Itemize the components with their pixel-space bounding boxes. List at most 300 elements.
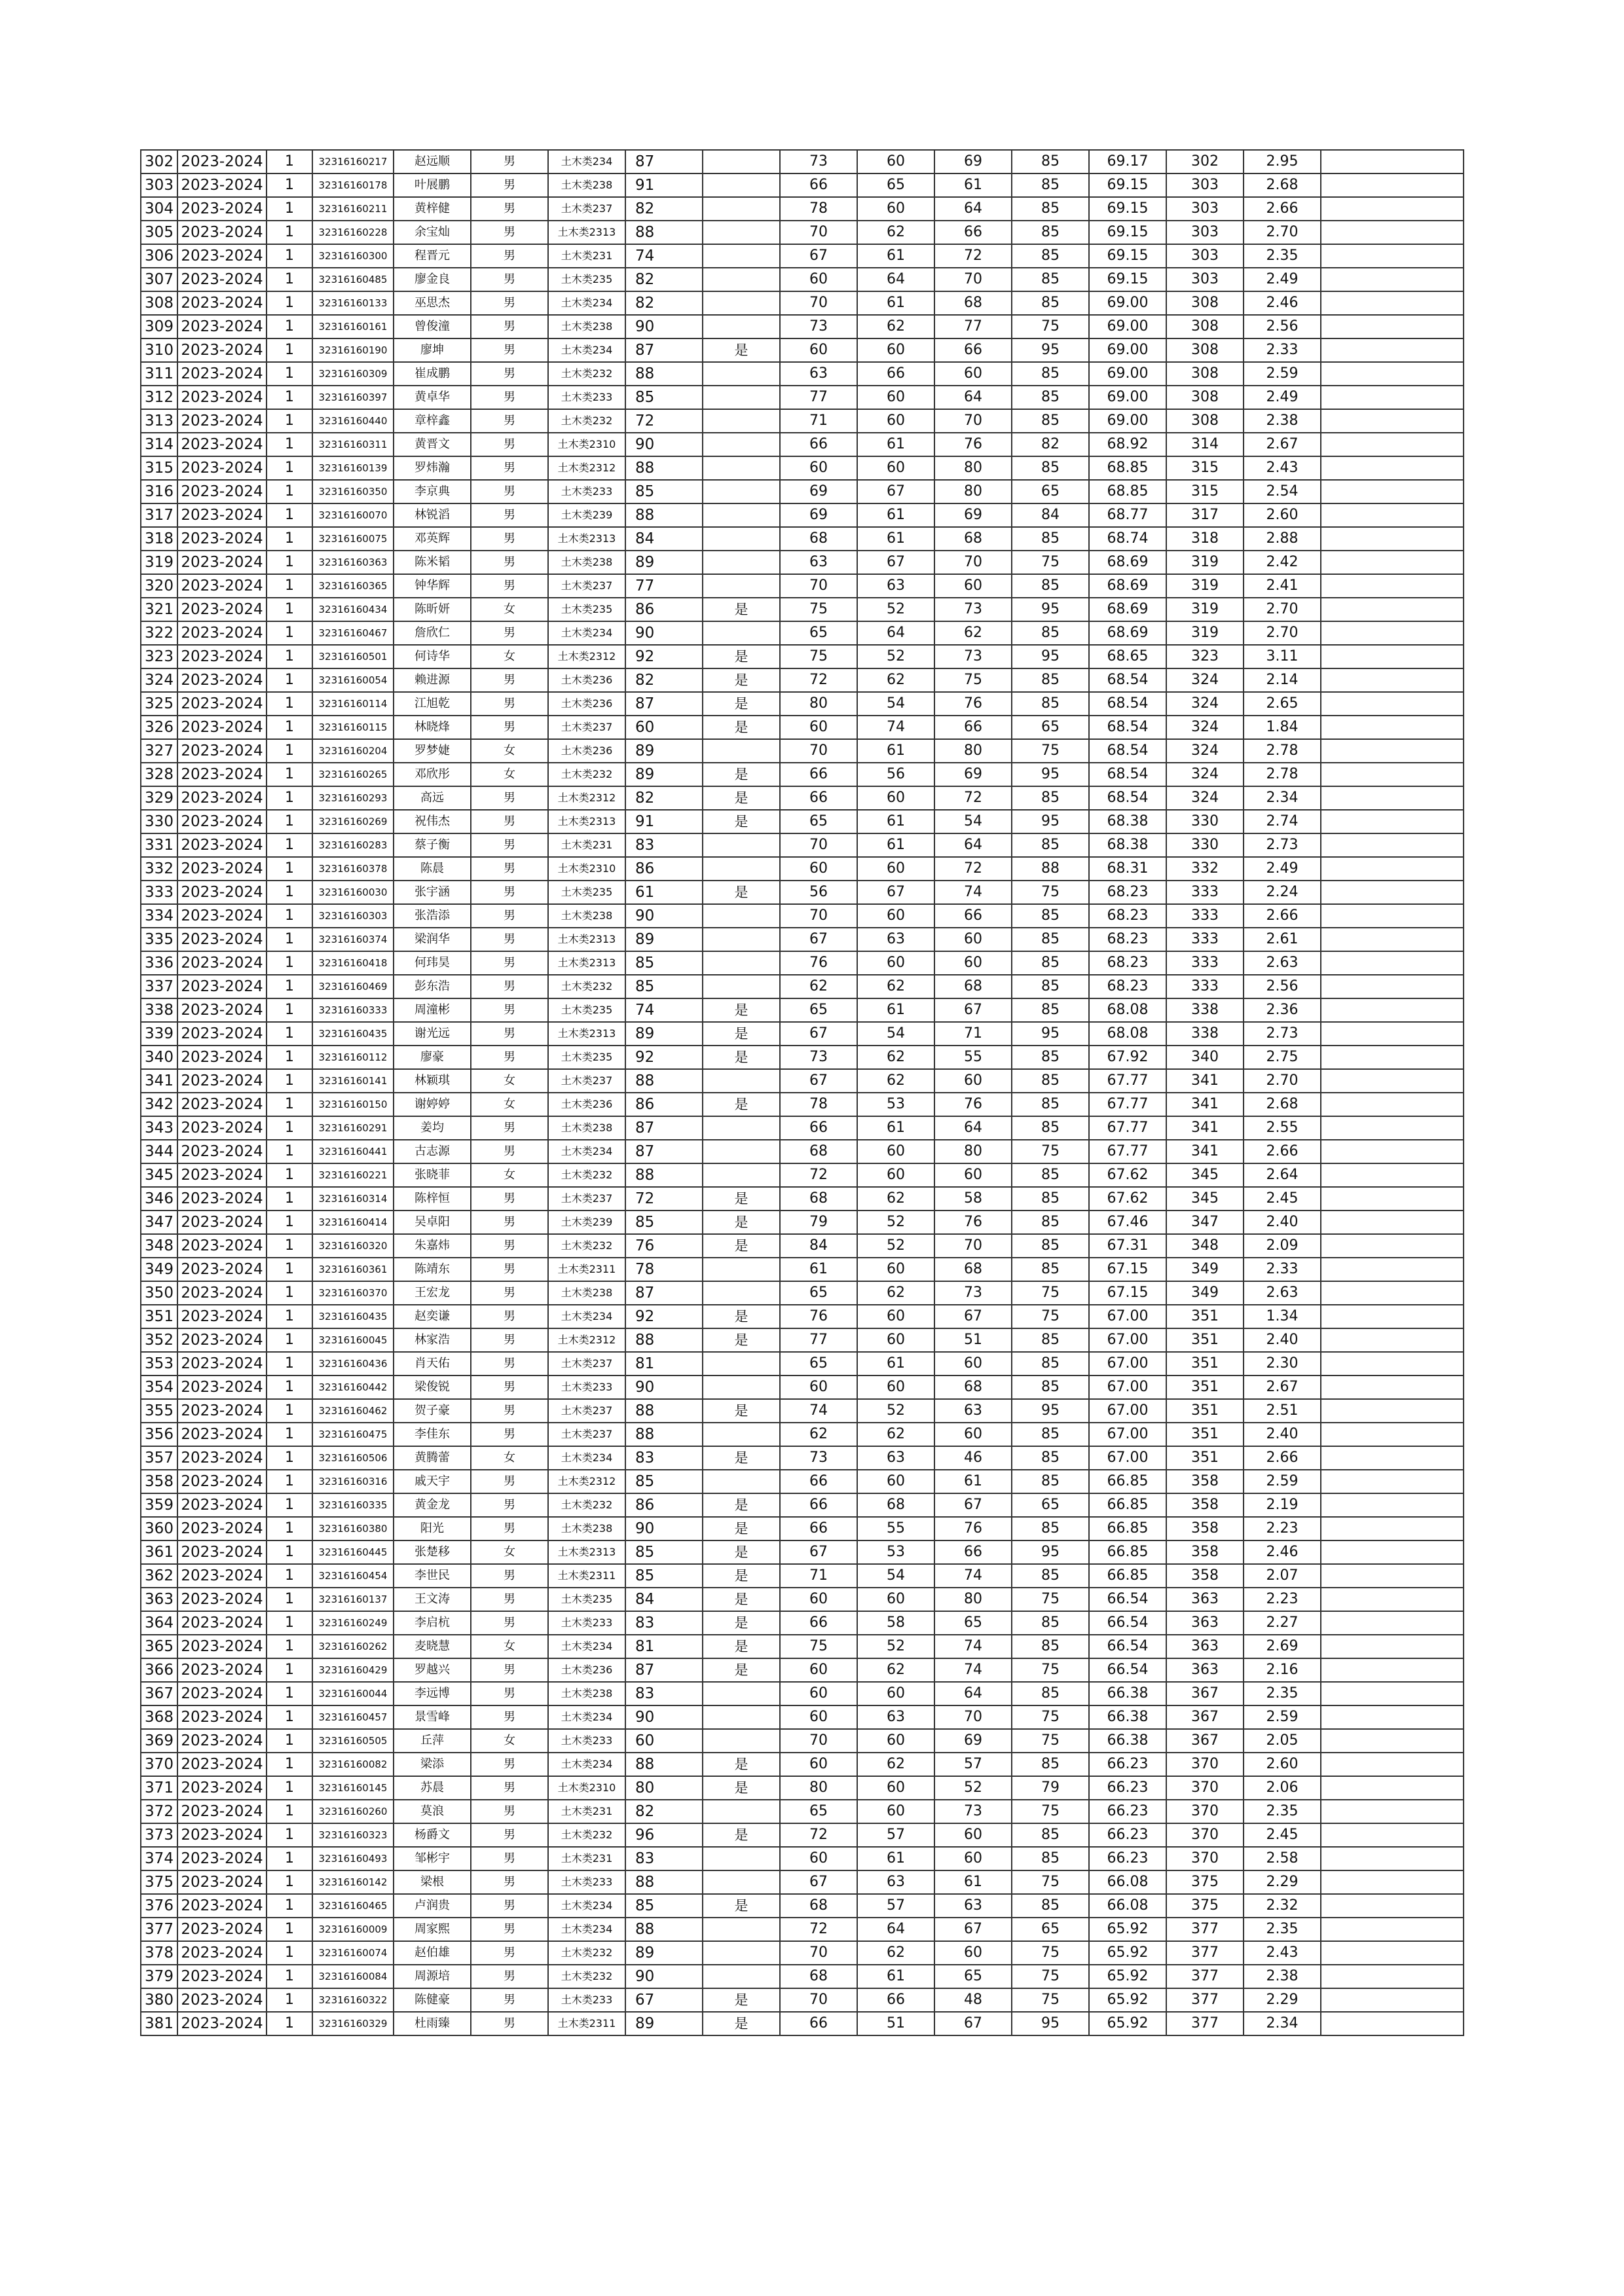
score-cell: 51 [857,2012,934,2035]
row-index-cell: 315 [141,456,177,480]
table-row [141,1446,1464,1470]
gpa-cell: 2.58 [1244,1847,1321,1870]
score-cell: 68 [934,527,1012,551]
rank-cell: 303 [1166,244,1244,268]
row-index-cell: 354 [141,1376,177,1399]
table-row [141,1211,1464,1234]
gpa-cell: 2.34 [1244,2012,1321,2035]
student-id-cell: 32316160329 [312,2012,394,2035]
gender-cell: 男 [471,221,548,244]
score-cell: 90 [625,904,703,928]
table-row [141,692,1464,716]
empty-cell [1321,1941,1464,1965]
term-cell: 1 [267,1729,312,1753]
score-cell: 60 [857,786,934,810]
class-cell: 土木类236 [548,692,625,716]
student-name-cell: 叶展鹏 [394,173,471,197]
rank-cell: 338 [1166,998,1244,1022]
table-row [141,433,1464,456]
score-cell: 60 [780,1847,857,1870]
flag-cell [703,433,780,456]
score-cell: 65 [780,1352,857,1376]
class-cell: 土木类237 [548,1399,625,1423]
total-score-cell: 66.23 [1089,1800,1166,1823]
score-cell: 80 [934,456,1012,480]
academic-year-cell: 2023-2024 [177,1635,267,1658]
score-cell: 91 [625,810,703,833]
gpa-cell: 2.88 [1244,527,1321,551]
flag-cell [703,928,780,951]
score-cell: 70 [780,1988,857,2012]
score-cell: 60 [857,857,934,881]
student-id-cell: 32316160145 [312,1776,394,1800]
gender-cell: 男 [471,1046,548,1069]
table-row [141,2012,1464,2035]
gpa-cell: 2.46 [1244,291,1321,315]
score-cell: 88 [1012,857,1089,881]
table-row [141,386,1464,409]
academic-year-cell: 2023-2024 [177,1446,267,1470]
student-name-cell: 崔成鹏 [394,362,471,386]
table-row [141,1658,1464,1682]
academic-year-cell: 2023-2024 [177,1729,267,1753]
table-row [141,173,1464,197]
student-name-cell: 程晋元 [394,244,471,268]
score-cell: 83 [625,1682,703,1705]
table-row [141,1305,1464,1328]
row-index-cell: 375 [141,1870,177,1894]
empty-cell [1321,1046,1464,1069]
score-cell: 88 [625,221,703,244]
class-cell: 土木类233 [548,1376,625,1399]
score-cell: 70 [780,574,857,598]
flag-cell: 是 [703,998,780,1022]
score-cell: 60 [780,1682,857,1705]
score-cell: 60 [857,1588,934,1611]
academic-year-cell: 2023-2024 [177,268,267,291]
row-index-cell: 335 [141,928,177,951]
empty-cell [1321,1493,1464,1517]
row-index-cell: 302 [141,150,177,173]
academic-year-cell: 2023-2024 [177,716,267,739]
total-score-cell: 68.54 [1089,786,1166,810]
row-index-cell: 311 [141,362,177,386]
score-cell: 76 [934,1517,1012,1540]
flag-cell [703,1281,780,1305]
empty-cell [1321,456,1464,480]
student-id-cell: 32316160112 [312,1046,394,1069]
score-cell: 85 [1012,150,1089,173]
empty-cell [1321,527,1464,551]
score-cell: 72 [780,1823,857,1847]
class-cell: 土木类235 [548,881,625,904]
term-cell: 1 [267,833,312,857]
score-cell: 58 [934,1187,1012,1211]
flag-cell: 是 [703,786,780,810]
empty-cell [1321,881,1464,904]
table-row [141,244,1464,268]
row-index-cell: 310 [141,338,177,362]
score-cell: 87 [625,338,703,362]
student-id-cell: 32316160370 [312,1281,394,1305]
empty-cell [1321,692,1464,716]
academic-year-cell: 2023-2024 [177,1988,267,2012]
academic-year-cell: 2023-2024 [177,1352,267,1376]
score-cell: 63 [857,928,934,951]
total-score-cell: 66.23 [1089,1823,1166,1847]
score-cell: 74 [934,1635,1012,1658]
score-cell: 62 [857,1753,934,1776]
score-cell: 68 [780,1187,857,1211]
student-id-cell: 32316160374 [312,928,394,951]
gpa-cell: 2.54 [1244,480,1321,503]
gender-cell: 男 [471,716,548,739]
score-cell: 60 [934,1163,1012,1187]
score-cell: 85 [1012,833,1089,857]
flag-cell: 是 [703,881,780,904]
score-cell: 88 [625,503,703,527]
score-cell: 86 [625,857,703,881]
score-cell: 65 [1012,1493,1089,1517]
score-cell: 60 [857,197,934,221]
academic-year-cell: 2023-2024 [177,551,267,574]
total-score-cell: 68.08 [1089,1022,1166,1046]
score-cell: 75 [780,1635,857,1658]
academic-year-cell: 2023-2024 [177,928,267,951]
score-cell: 70 [934,551,1012,574]
flag-cell [703,1470,780,1493]
student-name-cell: 梁根 [394,1870,471,1894]
score-cell: 66 [934,1540,1012,1564]
row-index-cell: 355 [141,1399,177,1423]
score-cell: 64 [934,1682,1012,1705]
gender-cell: 女 [471,1446,548,1470]
rank-cell: 315 [1166,480,1244,503]
score-cell: 95 [1012,1399,1089,1423]
flag-cell [703,621,780,645]
flag-cell [703,1116,780,1140]
score-cell: 83 [625,1446,703,1470]
table-row [141,480,1464,503]
empty-cell [1321,1847,1464,1870]
total-score-cell: 69.00 [1089,315,1166,338]
gpa-cell: 2.66 [1244,197,1321,221]
term-cell: 1 [267,268,312,291]
score-cell: 95 [1012,810,1089,833]
table-row [141,527,1464,551]
total-score-cell: 68.31 [1089,857,1166,881]
score-cell: 87 [625,150,703,173]
score-cell: 54 [857,692,934,716]
gender-cell: 男 [471,433,548,456]
rank-cell: 370 [1166,1800,1244,1823]
score-cell: 61 [857,244,934,268]
score-cell: 60 [934,951,1012,975]
rank-cell: 358 [1166,1564,1244,1588]
row-index-cell: 314 [141,433,177,456]
academic-year-cell: 2023-2024 [177,1187,267,1211]
empty-cell [1321,173,1464,197]
term-cell: 1 [267,1941,312,1965]
term-cell: 1 [267,291,312,315]
student-name-cell: 陈梓恒 [394,1187,471,1211]
term-cell: 1 [267,1588,312,1611]
student-id-cell: 32316160249 [312,1611,394,1635]
score-cell: 68 [857,1493,934,1517]
rank-cell: 377 [1166,1941,1244,1965]
gpa-cell: 2.40 [1244,1328,1321,1352]
total-score-cell: 67.00 [1089,1305,1166,1328]
score-cell: 70 [934,409,1012,433]
score-cell: 76 [780,951,857,975]
score-cell: 70 [780,904,857,928]
student-id-cell: 32316160442 [312,1376,394,1399]
table-row [141,1918,1464,1941]
table-row [141,1611,1464,1635]
flag-cell [703,1870,780,1894]
score-cell: 85 [1012,1517,1089,1540]
score-cell: 88 [625,1328,703,1352]
gender-cell: 女 [471,1069,548,1093]
score-cell: 60 [934,1423,1012,1446]
rank-cell: 351 [1166,1328,1244,1352]
rank-cell: 367 [1166,1729,1244,1753]
score-cell: 84 [625,527,703,551]
student-id-cell: 32316160493 [312,1847,394,1870]
score-cell: 61 [934,1470,1012,1493]
gpa-cell: 2.59 [1244,1705,1321,1729]
score-cell: 67 [780,928,857,951]
student-id-cell: 32316160475 [312,1423,394,1446]
score-cell: 85 [1012,173,1089,197]
row-index-cell: 350 [141,1281,177,1305]
class-cell: 土木类2312 [548,1328,625,1352]
gender-cell: 男 [471,1753,548,1776]
score-cell: 85 [1012,1116,1089,1140]
gpa-cell: 2.51 [1244,1399,1321,1423]
row-index-cell: 333 [141,881,177,904]
gender-cell: 男 [471,244,548,268]
score-cell: 85 [1012,621,1089,645]
student-name-cell: 廖坤 [394,338,471,362]
total-score-cell: 65.92 [1089,2012,1166,2035]
rank-cell: 345 [1166,1163,1244,1187]
student-name-cell: 何玮昊 [394,951,471,975]
academic-year-cell: 2023-2024 [177,739,267,763]
table-row [141,1800,1464,1823]
flag-cell [703,268,780,291]
class-cell: 土木类234 [548,621,625,645]
gpa-cell: 2.05 [1244,1729,1321,1753]
rank-cell: 333 [1166,904,1244,928]
gpa-cell: 2.78 [1244,739,1321,763]
score-cell: 66 [780,1611,857,1635]
score-cell: 73 [780,1446,857,1470]
score-cell: 66 [780,433,857,456]
table-row [141,1069,1464,1093]
score-cell: 92 [625,1305,703,1328]
empty-cell [1321,1540,1464,1564]
class-cell: 土木类238 [548,1517,625,1540]
total-score-cell: 67.77 [1089,1093,1166,1116]
score-cell: 62 [857,1069,934,1093]
student-id-cell: 32316160414 [312,1211,394,1234]
score-cell: 87 [625,692,703,716]
score-cell: 71 [934,1022,1012,1046]
table-row [141,881,1464,904]
gpa-cell: 2.60 [1244,503,1321,527]
gpa-cell: 2.40 [1244,1211,1321,1234]
term-cell: 1 [267,1163,312,1187]
empty-cell [1321,833,1464,857]
empty-cell [1321,1211,1464,1234]
term-cell: 1 [267,975,312,998]
score-cell: 60 [780,716,857,739]
gpa-cell: 2.09 [1244,1234,1321,1258]
score-cell: 89 [625,739,703,763]
score-cell: 61 [934,173,1012,197]
score-cell: 57 [857,1823,934,1847]
rank-cell: 341 [1166,1116,1244,1140]
academic-year-cell: 2023-2024 [177,998,267,1022]
term-cell: 1 [267,645,312,668]
academic-year-cell: 2023-2024 [177,1918,267,1941]
total-score-cell: 68.69 [1089,551,1166,574]
table-row [141,1988,1464,2012]
flag-cell: 是 [703,716,780,739]
score-cell: 70 [934,1234,1012,1258]
score-cell: 60 [934,574,1012,598]
rank-cell: 358 [1166,1517,1244,1540]
score-cell: 61 [857,1847,934,1870]
class-cell: 土木类2310 [548,1776,625,1800]
student-name-cell: 罗炜瀚 [394,456,471,480]
class-cell: 土木类232 [548,362,625,386]
class-cell: 土木类236 [548,1658,625,1682]
flag-cell: 是 [703,692,780,716]
student-name-cell: 李世民 [394,1564,471,1588]
academic-year-cell: 2023-2024 [177,645,267,668]
score-cell: 55 [857,1517,934,1540]
score-cell: 95 [1012,1540,1089,1564]
table-row [141,763,1464,786]
academic-year-cell: 2023-2024 [177,1376,267,1399]
row-index-cell: 339 [141,1022,177,1046]
row-index-cell: 306 [141,244,177,268]
academic-year-cell: 2023-2024 [177,173,267,197]
class-cell: 土木类2312 [548,1470,625,1493]
empty-cell [1321,503,1464,527]
student-name-cell: 周家熙 [394,1918,471,1941]
rank-cell: 308 [1166,315,1244,338]
academic-year-cell: 2023-2024 [177,362,267,386]
student-id-cell: 32316160467 [312,621,394,645]
score-cell: 86 [625,1093,703,1116]
score-cell: 78 [780,1093,857,1116]
gpa-cell: 2.42 [1244,551,1321,574]
table-row [141,197,1464,221]
flag-cell [703,1140,780,1163]
term-cell: 1 [267,362,312,386]
score-cell: 60 [625,1729,703,1753]
score-cell: 84 [780,1234,857,1258]
rank-cell: 358 [1166,1470,1244,1493]
empty-cell [1321,786,1464,810]
rank-cell: 303 [1166,197,1244,221]
total-score-cell: 66.23 [1089,1753,1166,1776]
student-id-cell: 32316160030 [312,881,394,904]
score-cell: 60 [857,456,934,480]
class-cell: 土木类237 [548,1069,625,1093]
table-row [141,645,1464,668]
score-cell: 62 [857,668,934,692]
table-row [141,409,1464,433]
score-cell: 80 [780,1776,857,1800]
gender-cell: 男 [471,1305,548,1328]
total-score-cell: 66.08 [1089,1870,1166,1894]
class-cell: 土木类238 [548,551,625,574]
gender-cell: 男 [471,1988,548,2012]
student-id-cell: 32316160454 [312,1564,394,1588]
term-cell: 1 [267,1870,312,1894]
score-cell: 81 [625,1635,703,1658]
score-cell: 61 [857,1352,934,1376]
score-cell: 73 [934,598,1012,621]
empty-cell [1321,1163,1464,1187]
score-cell: 80 [625,1776,703,1800]
score-cell: 74 [625,244,703,268]
rank-cell: 341 [1166,1093,1244,1116]
score-cell: 60 [857,1163,934,1187]
total-score-cell: 69.00 [1089,409,1166,433]
academic-year-cell: 2023-2024 [177,1894,267,1918]
row-index-cell: 342 [141,1093,177,1116]
gender-cell: 女 [471,1540,548,1564]
term-cell: 1 [267,739,312,763]
academic-year-cell: 2023-2024 [177,150,267,173]
academic-year-cell: 2023-2024 [177,1965,267,1988]
total-score-cell: 66.38 [1089,1705,1166,1729]
total-score-cell: 68.69 [1089,621,1166,645]
score-cell: 67 [934,1305,1012,1328]
row-index-cell: 308 [141,291,177,315]
score-cell: 85 [1012,1446,1089,1470]
table-row [141,1470,1464,1493]
flag-cell: 是 [703,1564,780,1588]
class-cell: 土木类231 [548,1847,625,1870]
row-index-cell: 336 [141,951,177,975]
score-cell: 57 [934,1753,1012,1776]
score-cell: 85 [1012,1635,1089,1658]
table-row [141,1399,1464,1423]
score-cell: 80 [934,739,1012,763]
table-row [141,1140,1464,1163]
empty-cell [1321,904,1464,928]
table-row [141,1493,1464,1517]
row-index-cell: 367 [141,1682,177,1705]
rank-cell: 341 [1166,1069,1244,1093]
score-cell: 74 [780,1399,857,1423]
score-cell: 89 [625,763,703,786]
term-cell: 1 [267,1258,312,1281]
score-cell: 85 [1012,951,1089,975]
score-cell: 52 [857,598,934,621]
empty-cell [1321,480,1464,503]
row-index-cell: 340 [141,1046,177,1069]
empty-cell [1321,1965,1464,1988]
empty-cell [1321,150,1464,173]
rank-cell: 345 [1166,1187,1244,1211]
